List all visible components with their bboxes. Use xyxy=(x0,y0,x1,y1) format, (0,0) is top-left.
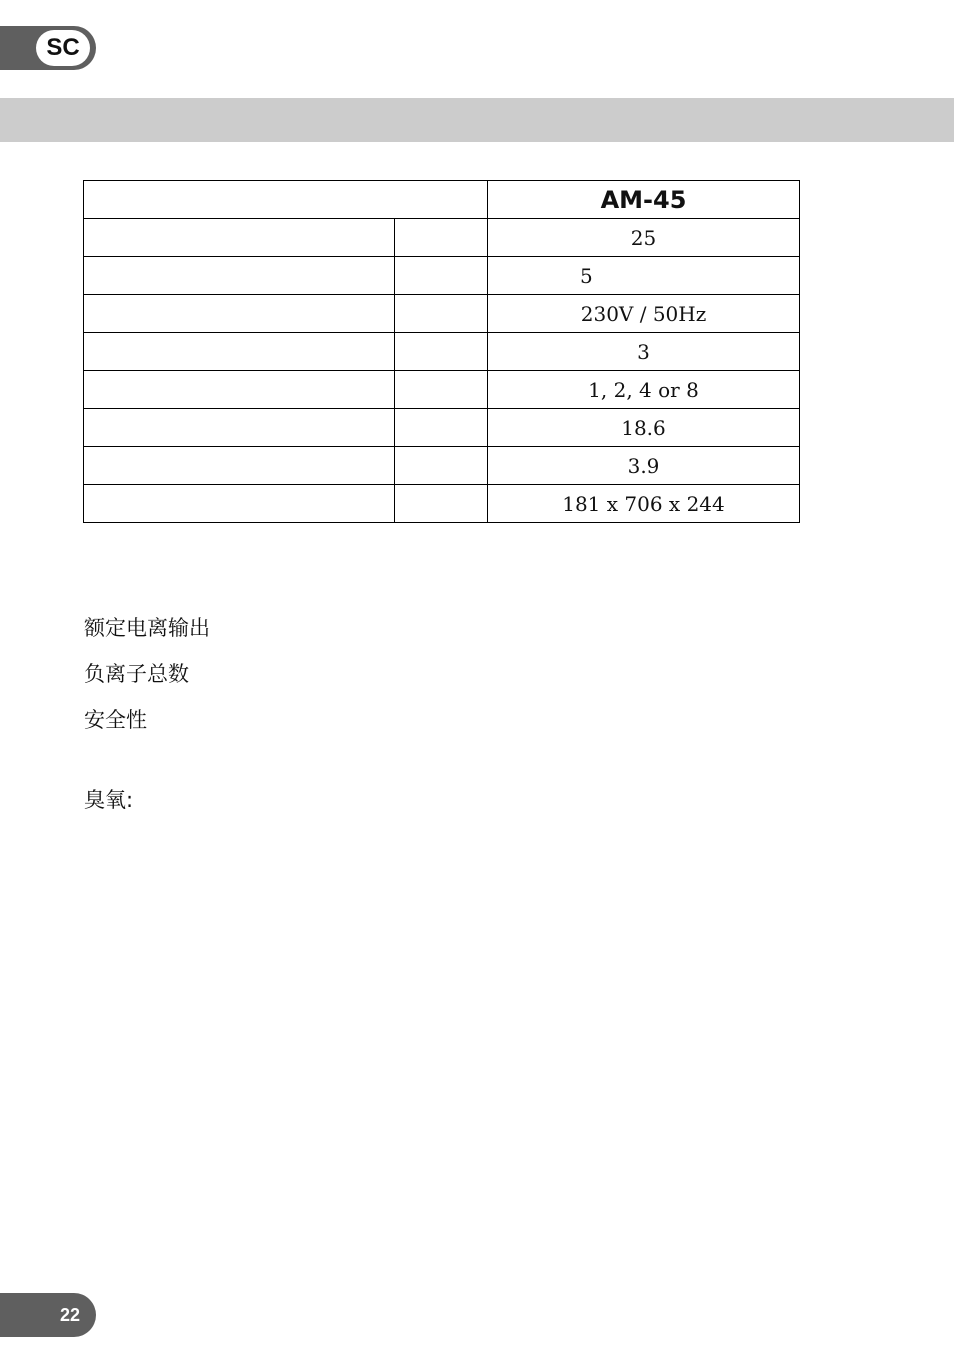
notes-section xyxy=(84,612,210,816)
table-row xyxy=(84,485,800,523)
section-title-band xyxy=(0,98,954,142)
rated-ion-output-label: 额定电离输出 xyxy=(84,616,210,640)
spec-unit-cell xyxy=(395,447,488,485)
spec-unit-cell xyxy=(395,295,488,333)
spec-value-cell: 5 xyxy=(488,257,800,295)
table-row xyxy=(84,219,800,257)
spec-unit-cell xyxy=(395,485,488,523)
language-tab xyxy=(0,26,96,70)
spec-unit-cell xyxy=(395,371,488,409)
spec-label-cell xyxy=(84,295,395,333)
table-row xyxy=(84,333,800,371)
table-header-row xyxy=(84,181,800,219)
ozone-label: 臭氧: xyxy=(84,788,134,812)
model-name-cell: AM-45 xyxy=(488,181,800,219)
spec-label-cell xyxy=(84,485,395,523)
spec-value-cell: 18.6 xyxy=(488,409,800,447)
spec-unit-cell xyxy=(395,333,488,371)
table-row xyxy=(84,409,800,447)
spec-value-cell: 3.9 xyxy=(488,447,800,485)
spec-value-cell: 3 xyxy=(488,333,800,371)
header-label-cell xyxy=(84,181,488,219)
spec-value-cell: 1, 2, 4 or 8 xyxy=(488,371,800,409)
spec-unit-cell xyxy=(395,219,488,257)
spec-unit-cell xyxy=(395,409,488,447)
spec-label-cell xyxy=(84,219,395,257)
table-row xyxy=(84,371,800,409)
table-row xyxy=(84,447,800,485)
table-row xyxy=(84,257,800,295)
safety-label: 安全性 xyxy=(84,708,147,732)
spec-value-cell: 230V / 50Hz xyxy=(488,295,800,333)
spec-label-cell xyxy=(84,409,395,447)
language-code-badge: SC xyxy=(36,30,90,66)
spec-label-cell xyxy=(84,333,395,371)
specification-table xyxy=(83,180,800,523)
spec-label-cell xyxy=(84,257,395,295)
total-negative-ions-label: 负离子总数 xyxy=(84,662,189,686)
spec-label-cell xyxy=(84,371,395,409)
table-row xyxy=(84,295,800,333)
spec-value-cell: 25 xyxy=(488,219,800,257)
spec-unit-cell xyxy=(395,257,488,295)
page-number-tab: 22 xyxy=(0,1293,96,1337)
spec-value-cell: 181 x 706 x 244 xyxy=(488,485,800,523)
spec-label-cell xyxy=(84,447,395,485)
